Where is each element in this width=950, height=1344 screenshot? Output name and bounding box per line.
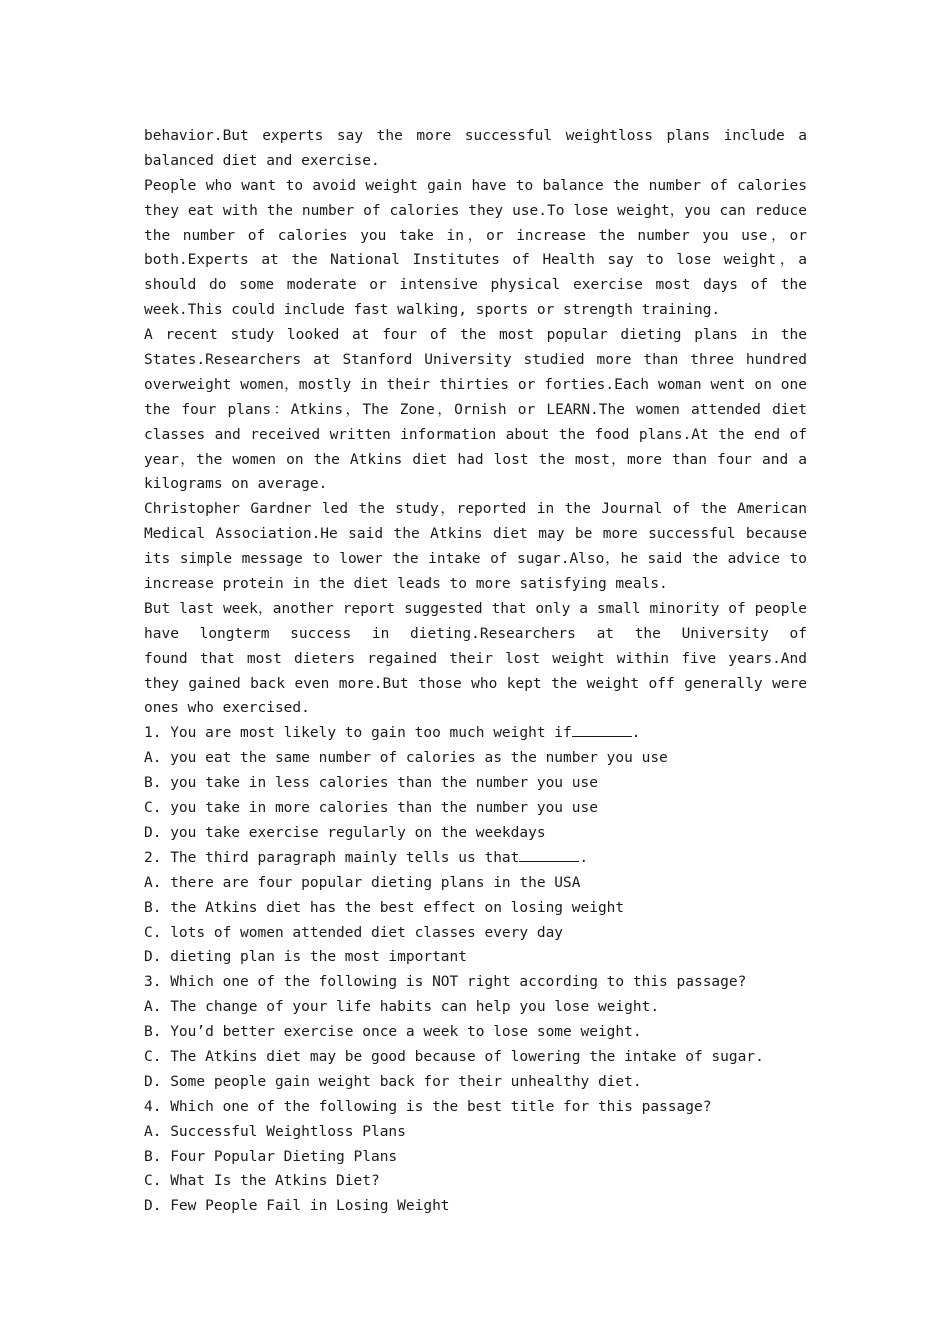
stem-text: 1. You are most likely to gain too much weight if bbox=[144, 725, 572, 742]
text-line: behavior.But experts say the more successful weightloss plans include a bbox=[144, 128, 807, 144]
option-a: A. there are four popular dieting plans in the USA bbox=[144, 874, 581, 891]
text-line: increase protein in the diet leads to more satisfying meals. bbox=[144, 576, 668, 593]
option-c: C. lots of women attended diet classes every day bbox=[144, 924, 564, 941]
question-1 bbox=[144, 721, 807, 845]
paragraph-3 bbox=[144, 323, 807, 497]
option-c: C. The Atkins diet may be good because of lowering the intake of sugar. bbox=[144, 1048, 764, 1065]
text-line: classes and received written information about the food plans.At the end of bbox=[144, 426, 807, 443]
text-line: ones who exercised. bbox=[144, 700, 310, 717]
option-b: B. you take in less calories than the number you use bbox=[144, 775, 598, 792]
option-d: D. dieting plan is the most important bbox=[144, 949, 468, 966]
question-stem: 4. Which one of the following is the best title for this passage? bbox=[144, 1098, 712, 1115]
stem-end: . bbox=[631, 725, 641, 742]
text-line: But last week，another report suggested that only a small minority of people bbox=[144, 600, 807, 617]
question-stem bbox=[144, 721, 807, 746]
text-line: the number of calories you take in，or increase the number you use，or bbox=[144, 227, 807, 244]
answer-blank bbox=[519, 846, 579, 862]
question-stem: 3. Which one of the following is NOT right according to this passage? bbox=[144, 974, 747, 991]
text-line: A recent study looked at four of the most popular dieting plans in the bbox=[144, 327, 807, 344]
question-4 bbox=[144, 1095, 807, 1219]
paragraph-5 bbox=[144, 597, 807, 721]
text-line: States.Researchers at Stanford University studied more than three hundred bbox=[144, 352, 807, 369]
option-c: C. you take in more calories than the number you use bbox=[144, 800, 598, 817]
option-b: B. Four Popular Dieting Plans bbox=[144, 1148, 398, 1165]
answer-blank bbox=[572, 721, 632, 737]
text-line: Medical Association.He said the Atkins diet may be more successful because bbox=[144, 526, 807, 543]
document-page bbox=[144, 124, 807, 1219]
question-3 bbox=[144, 970, 807, 1094]
option-d: D. Some people gain weight back for their unhealthy diet. bbox=[144, 1073, 642, 1090]
option-b: B. the Atkins diet has the best effect on losing weight bbox=[144, 899, 625, 916]
paragraph-1 bbox=[144, 124, 807, 174]
option-d: D. you take exercise regularly on the weekdays bbox=[144, 824, 546, 841]
text-line: they gained back even more.But those who kept the weight off generally were bbox=[144, 675, 807, 692]
option-b: B. You’d better exercise once a week to lose some weight. bbox=[144, 1024, 642, 1041]
text-line: the four plans：Atkins，The Zone，Ornish or LEARN.The women attended diet bbox=[144, 401, 807, 418]
option-a: A. you eat the same number of calories as the number you use bbox=[144, 750, 668, 767]
stem-text: 2. The third paragraph mainly tells us that bbox=[144, 849, 520, 866]
option-a: A. Successful Weightloss Plans bbox=[144, 1123, 406, 1140]
text-line: year，the women on the Atkins diet had lost the most，more than four and a bbox=[144, 451, 807, 468]
stem-end: . bbox=[579, 849, 589, 866]
text-line: found that most dieters regained their lost weight within five years.And bbox=[144, 650, 807, 667]
text-line: both.Experts at the National Institutes of Health say to lose weight，a bbox=[144, 252, 807, 269]
option-d: D. Few People Fail in Losing Weight bbox=[144, 1198, 450, 1215]
question-2 bbox=[144, 846, 807, 970]
text-line: its simple message to lower the intake of sugar.Also，he said the advice to bbox=[144, 551, 807, 568]
text-line: have longterm success in dieting.Researchers at the University of bbox=[144, 625, 807, 642]
text-line: Christopher Gardner led the study，reported in the Journal of the American bbox=[144, 501, 807, 518]
text-line: People who want to avoid weight gain have to balance the number of calories bbox=[144, 177, 807, 194]
text-line: should do some moderate or intensive physical exercise most days of the bbox=[144, 277, 807, 294]
option-a: A. The change of your life habits can help you lose weight. bbox=[144, 999, 660, 1016]
option-c: C. What Is the Atkins Diet? bbox=[144, 1173, 380, 1190]
text-line: balanced diet and exercise. bbox=[144, 152, 380, 169]
text-line: they eat with the number of calories they use.To lose weight，you can reduce bbox=[144, 202, 807, 219]
paragraph-2 bbox=[144, 174, 807, 323]
text-line: overweight women，mostly in their thirties or forties.Each woman went on one bbox=[144, 376, 807, 393]
text-line: week.This could include fast walking, sports or strength training. bbox=[144, 302, 721, 319]
text-line: kilograms on average. bbox=[144, 476, 328, 493]
paragraph-4 bbox=[144, 497, 807, 597]
question-stem bbox=[144, 846, 807, 871]
